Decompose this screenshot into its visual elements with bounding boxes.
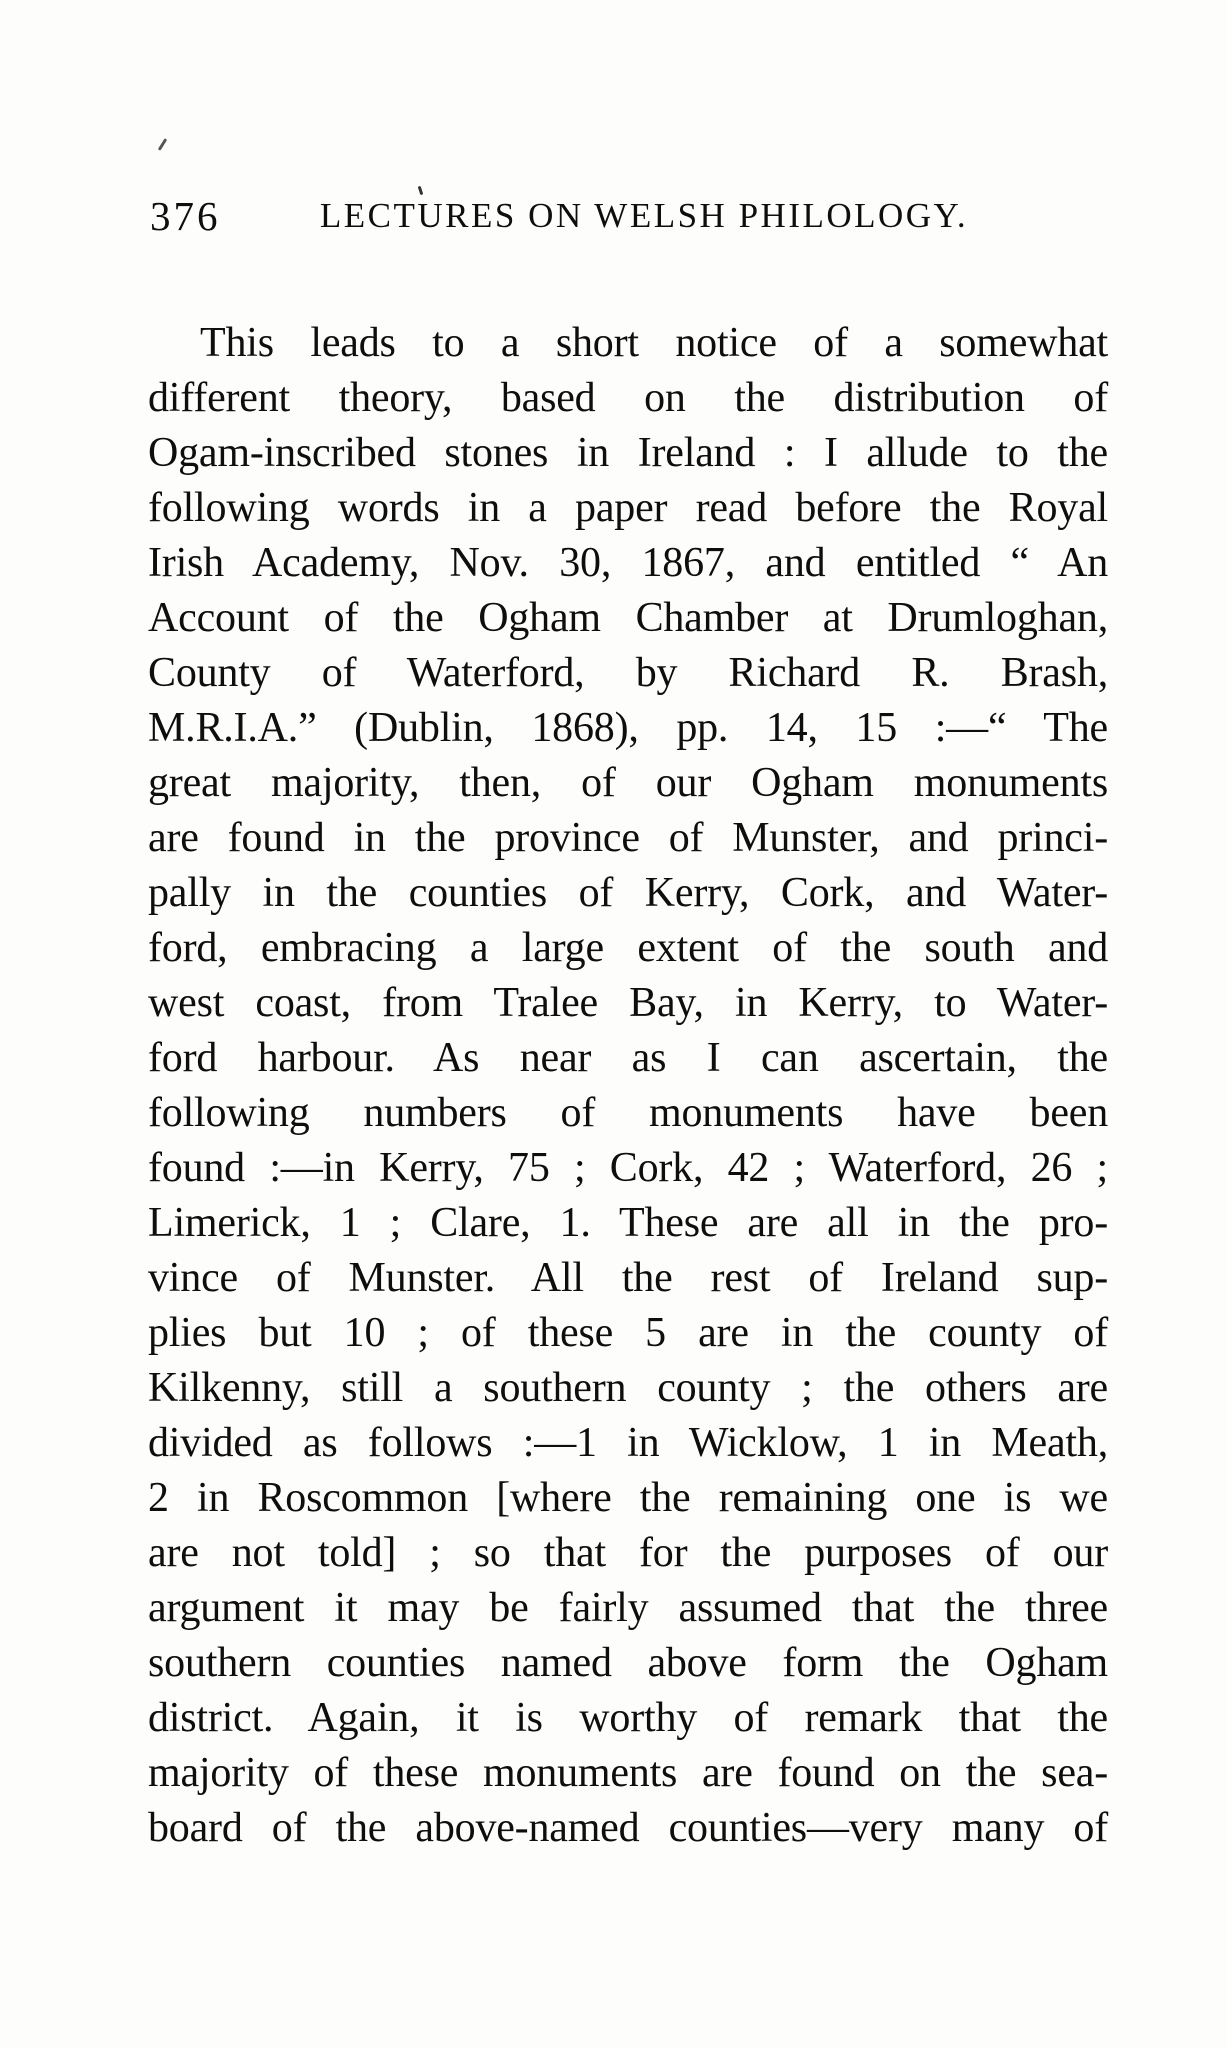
text-line: different theory, based on the distribution of xyxy=(148,375,1108,421)
text-line: district. Again, it is worthy of remark that the xyxy=(148,1695,1108,1741)
text-line: are found in the province of Munster, and princi- xyxy=(148,815,1108,861)
text-line: Limerick, 1 ; Clare, 1. These are all in the pro- xyxy=(148,1200,1108,1246)
text-line: Account of the Ogham Chamber at Drumloghan, xyxy=(148,595,1108,641)
text-line: Irish Academy, Nov. 30, 1867, and entitled “ An xyxy=(148,540,1108,586)
text-line: following numbers of monuments have been xyxy=(148,1090,1108,1136)
text-line: Kilkenny, still a southern county ; the others are xyxy=(148,1365,1108,1411)
text-line: southern counties named above form the Ogham xyxy=(148,1640,1108,1686)
text-line: 2 in Roscommon [where the remaining one is we xyxy=(148,1475,1108,1521)
text-line: County of Waterford, by Richard R. Brash, xyxy=(148,650,1108,696)
running-head-title: LECTURES ON WELSH PHILOLOGY. xyxy=(319,196,969,235)
text-line: divided as follows :—1 in Wicklow, 1 in Meath, xyxy=(148,1420,1108,1466)
text-line: are not told] ; so that for the purposes of our xyxy=(148,1530,1108,1576)
text-line: ford, embracing a large extent of the south and xyxy=(148,925,1108,971)
text-line: vince of Munster. All the rest of Ireland sup- xyxy=(148,1255,1108,1301)
body-paragraph xyxy=(148,316,1108,1856)
text-line: This leads to a short notice of a somewhat xyxy=(200,320,1108,366)
text-line: majority of these monuments are found on the sea- xyxy=(148,1750,1108,1796)
text-line: found :—in Kerry, 75 ; Cork, 42 ; Waterford, 26 ; xyxy=(148,1145,1108,1191)
text-line: M.R.I.A.” (Dublin, 1868), pp. 14, 15 :—“ The xyxy=(148,705,1108,751)
running-head xyxy=(148,192,1108,240)
text-line: ford harbour. As near as I can ascertain, the xyxy=(148,1035,1108,1081)
text-line: pally in the counties of Kerry, Cork, and Water- xyxy=(148,870,1108,916)
text-line: following words in a paper read before the Royal xyxy=(148,485,1108,531)
text-line: Ogam-inscribed stones in Ireland : I allude to the xyxy=(148,430,1108,476)
page-number: 376 xyxy=(150,193,221,239)
text-line: west coast, from Tralee Bay, in Kerry, to Water- xyxy=(148,980,1108,1026)
text-line: great majority, then, of our Ogham monuments xyxy=(148,760,1108,806)
scan-speck xyxy=(158,138,167,151)
text-line: plies but 10 ; of these 5 are in the county of xyxy=(148,1310,1108,1356)
text-line: board of the above-named counties—very many of xyxy=(148,1805,1108,1851)
text-line: argument it may be fairly assumed that the three xyxy=(148,1585,1108,1631)
